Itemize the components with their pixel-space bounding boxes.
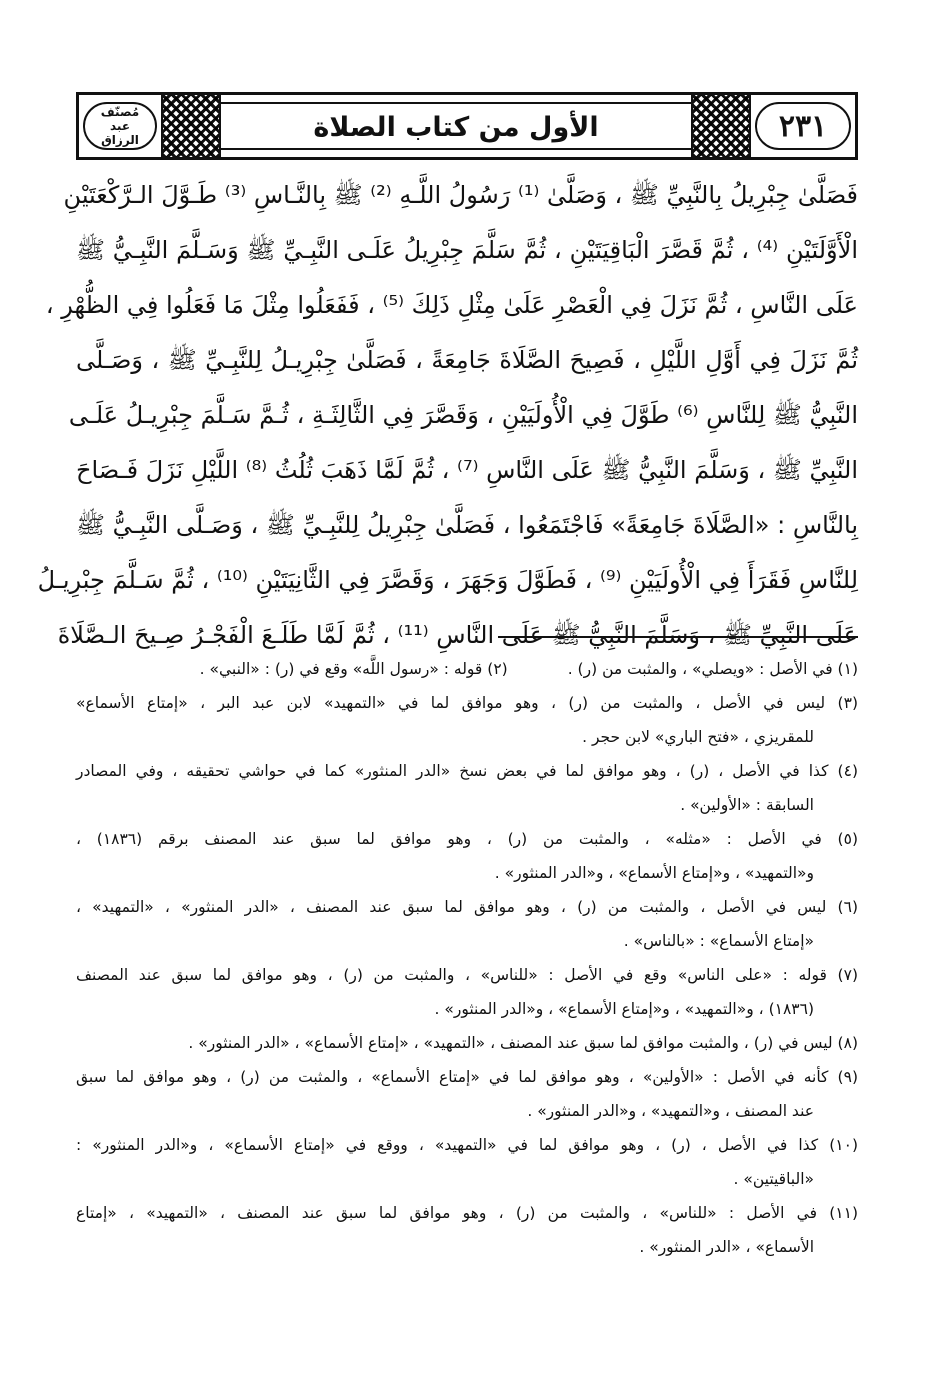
text-line: فَصَلَّىٰ جِبْرِيلُ بِالنَّبِيِّ ﷺ ، وَصَلَّىٰ ⁽¹⁾ رَسُولُ اللَّـهِ ⁽²⁾ ﷺ بِالنَّـاسِ ⁽³⁾ طَـوَّلَ الـرَّكْعَتَيْنِ	[63, 181, 858, 209]
footnote-8: (٨) ليس في (ر) ، والمثبت موافق لما سبق عند المصنف ، «التمهيد» ، «إمتاع الأسماع» ، «الدر المنثور» .	[188, 1034, 858, 1052]
text-line: بِالنَّاسِ : «الصَّلَاةَ جَامِعَةً» فَاجْتَمَعُوا ، فَصَلَّىٰ جِبْرِيلُ لِلنَّبِـيِّ ﷺ ، وَصَـلَّى النَّبِـيُّ ﷺ	[76, 511, 858, 539]
page-header	[76, 92, 858, 160]
footnote-3-cont: للمقريزي ، «فتح الباري» لابن حجر .	[582, 728, 814, 746]
footnote-7: (٧) قوله : «على الناس» وقع في الأصل : «للناس» ، والمثبت من (ر) ، وهو موافق لما سبق عند المصنف	[76, 966, 858, 984]
footnote-1: (١) في الأصل : «ويصلي» ، والمثبت من (ر) .	[567, 660, 858, 678]
footnote-4: (٤) كذا في الأصل ، (ر) ، وهو موافق لما في بعض نسخ «الدر المنثور» كما في حواشي تحقيقه ، وفي المصادر	[76, 762, 858, 780]
text-line: لِلنَّاسِ فَقَرَأَ فِي الْأُولَيَيْنِ ⁽⁹⁾ ، فَطَوَّلَ وَجَهَرَ ، وَقَصَّرَ فِي الثَّانِيَتَيْنِ ⁽¹⁰⁾ ، ثُمَّ سَـلَّمَ جِبْرِيـلُ	[37, 566, 858, 594]
footnote-7-cont: (١٨٣٦) ، و«التمهيد» ، و«إمتاع الأسماع» ، و«الدر المنثور» .	[434, 1000, 814, 1018]
footnote-10-cont: «الباقيتين» .	[733, 1170, 814, 1188]
page-number: ٢٣١	[755, 102, 851, 150]
footnote-separator	[498, 636, 858, 638]
text-line: النَّبِيِّ ﷺ ، وَسَلَّمَ النَّبِيُّ ﷺ عَلَى النَّاسِ ⁽⁷⁾ ، ثُمَّ لَمَّا ذَهَبَ ثُلُثُ ⁽⁸⁾ اللَّيْلِ نَزَلَ فَـصَاحَ	[76, 456, 858, 484]
header-ornament-right	[691, 95, 751, 157]
footnote-5-cont: و«التمهيد» ، و«إمتاع الأسماع» ، و«الدر المنثور» .	[494, 864, 814, 882]
footnote-6: (٦) ليس في الأصل ، والمثبت من (ر) ، وهو موافق لما سبق عند المصنف ، «الدر المنثور» ، «التمهيد» ،	[76, 898, 858, 916]
footnote-6-cont: «إمتاع الأسماع» : «بالناس» .	[623, 932, 814, 950]
chapter-title: الأول من كتاب الصلاة	[221, 102, 691, 150]
book-logo: مُصنّف عبد الرزاق	[83, 102, 157, 150]
footnote-10: (١٠) كذا في الأصل ، (ر) ، وهو موافق لما في «التمهيد» ، ووقع في «إمتاع الأسماع» ، و«الدر المنثور» :	[76, 1136, 858, 1154]
footnote-4-cont: السابقة : «الأولين» .	[680, 796, 814, 814]
text-line: الْأَوَّلَتَيْنِ ⁽⁴⁾ ، ثُمَّ قَصَّرَ الْبَاقِيَتَيْنِ ، ثُمَّ سَلَّمَ جِبْرِيلُ عَلَـى النَّبِـيِّ ﷺ وَسَـلَّمَ النَّبِـيُّ ﷺ	[76, 236, 858, 264]
footnote-2: (٢) قوله : «رسول اللَّه» وقع في (ر) : «النبي» .	[199, 660, 508, 678]
header-ornament-left	[161, 95, 221, 157]
text-line: عَلَى النَّاسِ ، ثُمَّ نَزَلَ فِي الْعَصْرِ عَلَىٰ مِثْلِ ذَلِكَ ⁽⁵⁾ ، فَفَعَلُوا مِثْلَ مَا فَعَلُوا فِي الظُّهْرِ ،	[45, 291, 858, 319]
footnote-9-cont: عند المصنف ، و«التمهيد» ، و«الدر المنثور» .	[527, 1102, 814, 1120]
text-line: ثُمَّ نَزَلَ فِي أَوَّلِ اللَّيْلِ ، فَصِيحَ الصَّلَاةَ جَامِعَةً ، فَصَلَّىٰ جِبْرِيـلُ لِلنَّبِـيِّ ﷺ ، وَصَـلَّى	[76, 346, 858, 374]
footnote-11: (١١) في الأصل : «للناس» ، والمثبت من (ر) ، وهو موافق لما سبق عند المصنف ، «التمهيد» ، «إمتاع	[76, 1204, 858, 1222]
hadith-text	[37, 168, 858, 663]
text-line: عَلَى النَّبِيِّ ﷺ ، وَسَلَّمَ النَّبِيُّ ﷺ عَلَى النَّاسِ ⁽¹¹⁾ ، ثُمَّ لَمَّا طَلَـعَ الْفَجْـرُ صِـيحَ الـصَّلَاةَ	[57, 621, 858, 649]
footnote-11-cont: الأسماع» ، «الدر المنثور» .	[639, 1238, 814, 1256]
footnote-pair	[76, 652, 858, 686]
footnote-3: (٣) ليس في الأصل ، والمثبت من (ر) ، وهو موافق لما في «التمهيد» لابن عبد البر ، «إمتاع الأسماع»	[76, 694, 858, 712]
footnote-9: (٩) كأنه في الأصل : «الأولين» ، وهو موافق لما في «إمتاع الأسماع» ، والمثبت من (ر) ، وهو موافق لما سبق	[76, 1068, 858, 1086]
text-line: النَّبِيُّ ﷺ لِلنَّاسِ ⁽⁶⁾ طَوَّلَ فِي الْأُولَيَيْنِ ، وَقَصَّرَ فِي الثَّالِثَـةِ ، ثُـمَّ سَـلَّمَ جِبْرِيـلُ عَلَـى	[68, 401, 858, 429]
footnote-5: (٥) في الأصل : «مثله» ، والمثبت من (ر) ، وهو موافق لما سبق عند المصنف برقم (١٨٣٦) ،	[76, 830, 858, 848]
footnotes	[76, 652, 858, 1264]
